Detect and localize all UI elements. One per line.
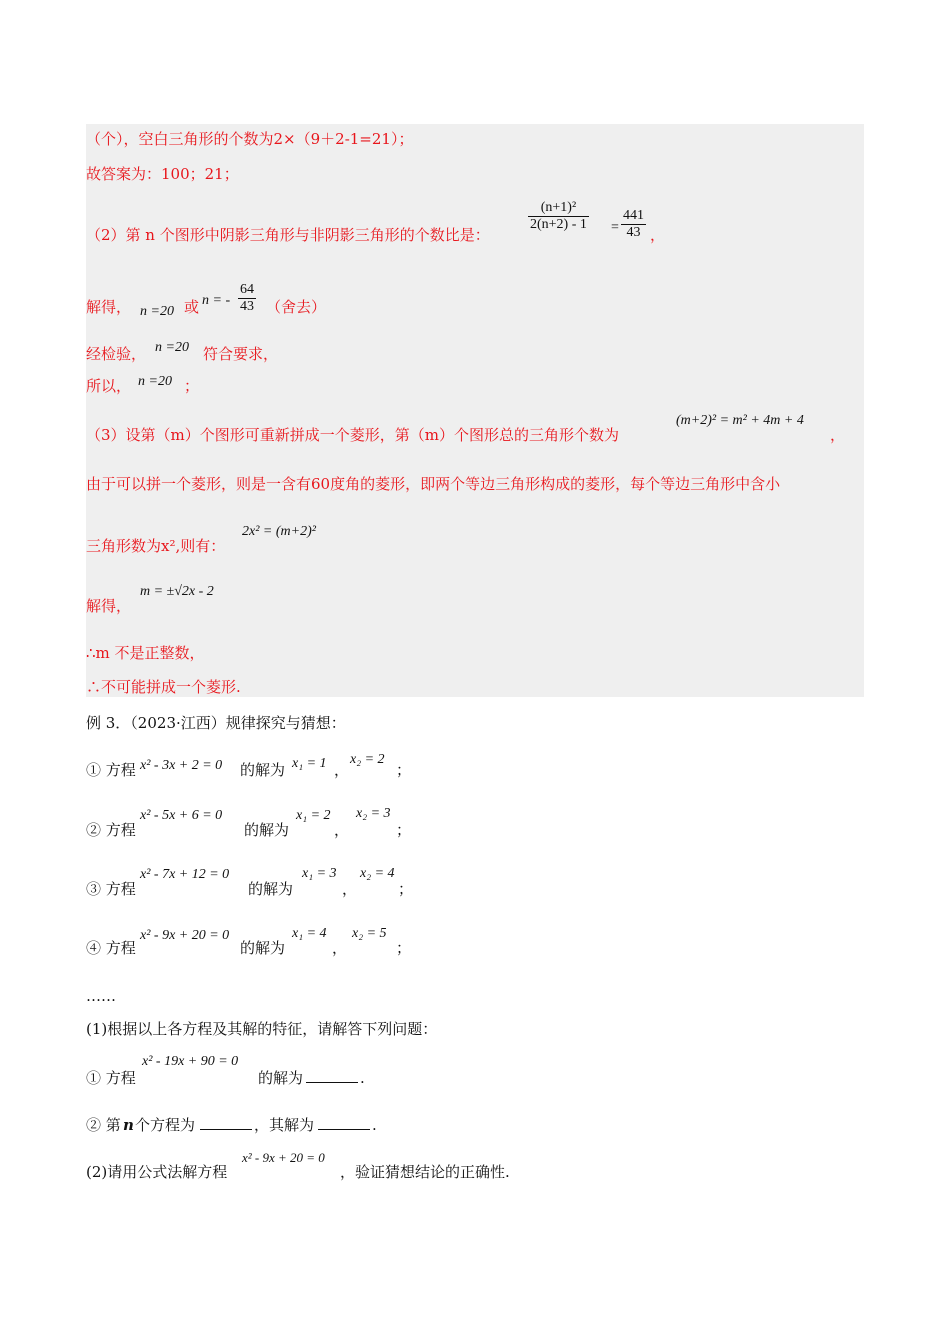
q1a-prefix: ① 方程 [86,1069,136,1087]
item-4-equation: x² - 9x + 20 = 0 [140,928,230,943]
item-3-end: ； [398,880,414,898]
comma: ， [650,226,666,244]
solution-block [86,124,864,697]
solution-line-2: 故答案为：100；21； [86,165,239,183]
neg-fraction-num: 64 [240,282,254,297]
item-2-equation: x² - 5x + 6 = 0 [140,808,223,823]
item-1-sep: ， [334,761,350,779]
n-equals-neg: n = - [202,293,231,308]
q1b-mid2: ，其解为 [254,1116,315,1134]
item-1-end: ； [396,761,412,779]
item-4-prefix: ④ 方程 [86,939,136,957]
solution-line-4-label: 解得， [86,298,132,316]
item-3-x2: x₂ = 4 [360,866,395,881]
q1b-equation-blank[interactable] [200,1115,252,1135]
neg-fraction [238,282,256,315]
ratio-numerator: (n+1)² [540,200,577,215]
ratio-value-denominator: 43 [621,224,646,241]
item-3-sep: ， [342,880,358,898]
expansion-formula: (m+2)² = m² + 4m + 4 [676,413,804,428]
comma-2: ， [830,426,846,444]
item-4-x1: x₁ = 4 [292,926,327,941]
item-4-x2: x₂ = 5 [352,926,387,941]
solution-line-5-label: 经检验， [86,345,147,363]
discard-text: （舍去） [266,298,327,316]
equals-sign: = [611,220,619,235]
item-2-x1: x₁ = 2 [296,808,331,823]
item-1-mid: 的解为 [240,761,286,779]
item-4-mid: 的解为 [240,939,286,957]
item-3-prefix: ③ 方程 [86,880,136,898]
q1a-mid: 的解为 [258,1069,304,1087]
q1a-equation: x² - 19x + 90 = 0 [142,1054,239,1069]
solution-line-6-label: 所以， [86,377,132,395]
solution-line-7: （3）设第（m）个图形可重新拼成一个菱形，第（m）个图形总的三角形个数为 [86,426,619,444]
ratio-value-fraction [621,208,646,241]
n-equals-20-check: n =20 [155,340,189,355]
rhombus-equation: 2x² = (m+2)² [242,524,316,539]
item-3-x1: x₁ = 3 [302,866,337,881]
neg-fraction-den: 43 [240,299,254,314]
q1b-mid: 个方程为 [135,1116,196,1134]
q2-end: ，验证猜想结论的正确性. [340,1163,510,1181]
solution-line-10: 解得， [86,597,132,615]
q1b-n: n [123,1116,134,1134]
q2-prefix: (2)请用公式法解方程 [86,1163,228,1181]
meets-requirement: 符合要求， [203,345,279,363]
q1b-solution-blank[interactable] [318,1115,370,1135]
or-text: 或 [184,298,200,316]
item-4-end: ； [396,939,412,957]
m-solution: m = ±√2x - 2 [140,584,214,599]
semicolon: ； [184,377,200,395]
q1a-answer-blank[interactable] [306,1068,358,1088]
item-1-prefix: ① 方程 [86,761,136,779]
ratio-denominator: 2(n+2) - 1 [530,217,587,232]
item-2-sep: ， [334,821,350,839]
question-1: (1)根据以上各方程及其解的特征，请解答下列问题： [86,1020,438,1038]
item-2-x2: x₂ = 3 [356,806,391,821]
q1a-end: . [360,1069,365,1087]
solution-line-1: （个），空白三角形的个数为2×（9＋2-1=21）； [86,130,414,148]
item-3-mid: 的解为 [248,880,294,898]
solution-line-9: 三角形数为x²,则有： [86,537,226,555]
ellipsis: …… [86,987,116,1005]
solution-line-8: 由于可以拼一个菱形，则是一含有60度角的菱形，即两个等边三角形构成的菱形，每个等边三角形中含小 [86,475,781,493]
item-4-sep: ， [332,939,348,957]
item-1-equation: x² - 3x + 2 = 0 [140,758,223,773]
item-2-prefix: ② 方程 [86,821,136,839]
solution-line-12: ∴不可能拼成一个菱形. [86,678,241,696]
item-3-equation: x² - 7x + 12 = 0 [140,867,230,882]
example-title: 例 3．（2023·江西）规律探究与猜想： [86,714,346,732]
q1b-prefix: ② 第 [86,1116,121,1134]
q1b-end: . [372,1116,377,1134]
ratio-value-numerator: 441 [623,208,644,223]
q2-equation: x² - 9x + 20 = 0 [242,1150,325,1165]
n-equals-20: n =20 [140,304,174,319]
item-1-x1: x₁ = 1 [292,756,327,771]
item-1-x2: x₂ = 2 [350,752,385,767]
item-2-mid: 的解为 [244,821,290,839]
n-equals-20-final: n =20 [138,374,172,389]
solution-line-11: ∴m 不是正整数， [86,644,205,662]
solution-line-3: （2）第 n 个图形中阴影三角形与非阴影三角形的个数比是： [86,226,490,244]
item-2-end: ； [396,821,412,839]
ratio-fraction [528,200,589,233]
